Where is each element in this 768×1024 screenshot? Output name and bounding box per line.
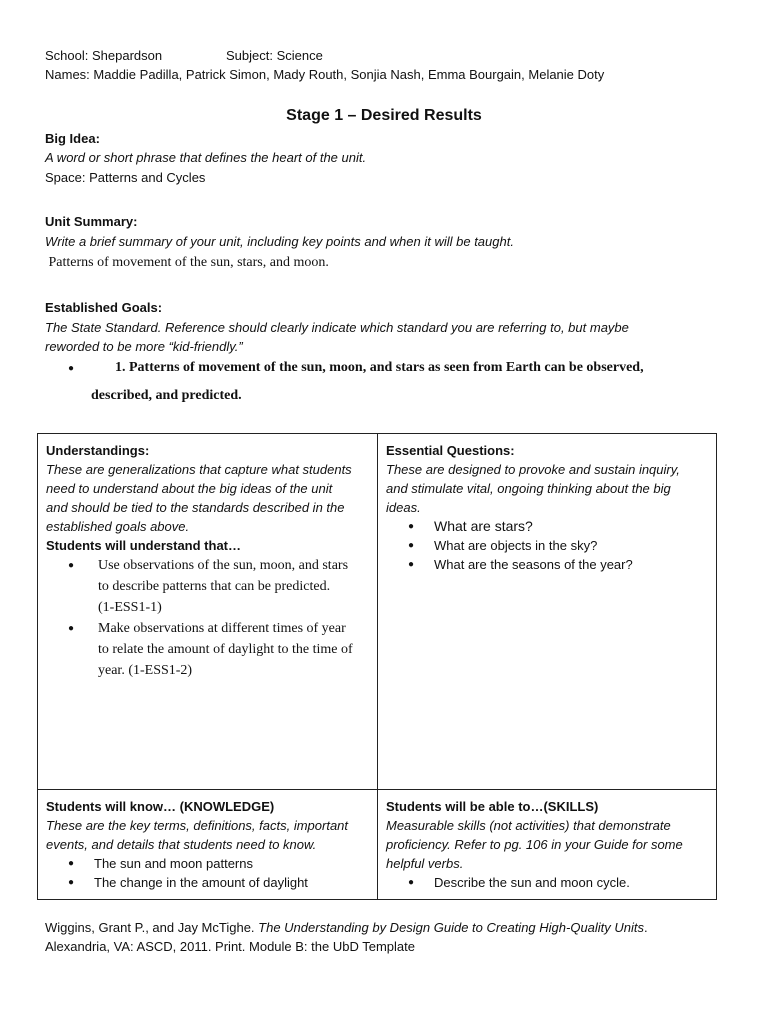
- essential-questions-prompt-line: ideas.: [386, 500, 421, 515]
- skills-prompt-line: proficiency. Refer to pg. 106 in your Guide for some: [386, 837, 683, 852]
- understandings-list: [46, 555, 369, 681]
- list-item: [386, 517, 708, 536]
- list-item-line: to relate the amount of daylight to the time of: [98, 642, 353, 657]
- list-item-line: Use observations of the sun, moon, and stars: [98, 558, 349, 573]
- essential-questions-prompt-line: and stimulate vital, ongoing thinking about the big: [386, 481, 671, 496]
- list-item: [46, 854, 369, 873]
- understandings-subheading: Students will understand that…: [46, 538, 242, 553]
- bullet-icon: ●: [68, 877, 75, 888]
- list-item: [46, 873, 369, 892]
- list-item-text: What are stars?: [434, 518, 533, 534]
- bullet-icon: ●: [68, 560, 75, 571]
- understandings-heading: Understandings:: [46, 443, 150, 458]
- essential-questions-prompt-line: These are designed to provoke and sustain inquiry,: [386, 462, 680, 477]
- essential-questions-cell: [378, 434, 717, 790]
- citation-book-title: The Understanding by Design Guide to Creating High-Quality Units: [258, 920, 645, 935]
- list-item: [386, 536, 708, 555]
- list-item: [46, 618, 369, 681]
- bullet-icon: ●: [68, 858, 75, 869]
- unit-summary-answer: Patterns of movement of the sun, stars, and moon.: [45, 255, 329, 270]
- skills-heading: Students will be able to…(SKILLS): [386, 799, 599, 814]
- established-goals-prompt-line2: reworded to be more “kid-friendly.”: [45, 339, 243, 354]
- goal-line1: 1. Patterns of movement of the sun, moon, and stars as seen from Earth can be observed,: [115, 360, 644, 375]
- understandings-prompt-line: These are generalizations that capture what students: [46, 462, 352, 477]
- knowledge-prompt-line: events, and details that students need to know.: [46, 837, 317, 852]
- understandings-cell: [38, 434, 378, 790]
- ubd-table: [37, 433, 717, 900]
- established-goals-heading: Established Goals:: [45, 300, 163, 315]
- knowledge-cell: [38, 790, 378, 900]
- list-item-text: The change in the amount of daylight: [94, 875, 308, 890]
- essential-questions-heading: Essential Questions:: [386, 443, 515, 458]
- list-item-line: Make observations at different times of year: [98, 621, 346, 636]
- essential-questions-list: [386, 517, 708, 574]
- list-item-text: What are objects in the sky?: [434, 538, 598, 553]
- bullet-icon: ●: [68, 623, 75, 634]
- list-item-line: year. (1-ESS1-2): [98, 663, 193, 678]
- names-label: Names: Maddie Padilla, Patrick Simon, Mady Routh, Sonjia Nash, Emma Bourgain, Melanie Doty: [45, 67, 605, 82]
- established-goals-prompt-line1: The State Standard. Reference should clearly indicate which standard you are referring to, but maybe: [45, 320, 629, 335]
- skills-prompt-line: Measurable skills (not activities) that demonstrate: [386, 818, 671, 833]
- goal-line2: described, and predicted.: [91, 388, 242, 403]
- list-item-line: (1-ESS1-1): [98, 600, 162, 615]
- skills-list: [386, 873, 708, 892]
- unit-summary-heading: Unit Summary:: [45, 214, 138, 229]
- bullet-icon: ●: [408, 540, 415, 551]
- list-item-text: The sun and moon patterns: [94, 856, 253, 871]
- page-title: Stage 1 – Desired Results: [286, 107, 482, 124]
- bullet-icon: ●: [68, 363, 75, 374]
- knowledge-heading: Students will know… (KNOWLEDGE): [46, 799, 275, 814]
- knowledge-prompt-line: These are the key terms, definitions, facts, important: [46, 818, 349, 833]
- list-item-text: Describe the sun and moon cycle.: [434, 875, 630, 890]
- citation-authors: Wiggins, Grant P., and Jay McTighe.: [45, 920, 259, 935]
- big-idea-heading: Big Idea:: [45, 131, 100, 146]
- understandings-prompt-line: need to understand about the big ideas of the unit: [46, 481, 333, 496]
- list-item-text: What are the seasons of the year?: [434, 557, 633, 572]
- skills-cell: [378, 790, 717, 900]
- school-label: School: Shepardson: [45, 48, 163, 63]
- citation-line1: [45, 918, 648, 937]
- understandings-prompt-line: established goals above.: [46, 519, 190, 534]
- subject-label: Subject: Science: [226, 48, 323, 63]
- understandings-prompt-line: and should be tied to the standards described in the: [46, 500, 345, 515]
- bullet-icon: ●: [408, 521, 415, 532]
- list-item: [386, 555, 708, 574]
- bullet-icon: ●: [408, 877, 415, 888]
- citation-line2: Alexandria, VA: ASCD, 2011. Print. Module B: the UbD Template: [45, 939, 415, 954]
- big-idea-prompt: A word or short phrase that defines the heart of the unit.: [45, 150, 367, 165]
- list-item-line: to describe patterns that can be predicted.: [98, 579, 331, 594]
- list-item: [386, 873, 708, 892]
- skills-prompt-line: helpful verbs.: [386, 856, 464, 871]
- knowledge-list: [46, 854, 369, 892]
- list-item: [46, 555, 369, 618]
- big-idea-answer: Space: Patterns and Cycles: [45, 170, 206, 185]
- bullet-icon: ●: [408, 559, 415, 570]
- unit-summary-prompt: Write a brief summary of your unit, including key points and when it will be taught.: [45, 234, 514, 249]
- citation-end-punct: .: [644, 920, 648, 935]
